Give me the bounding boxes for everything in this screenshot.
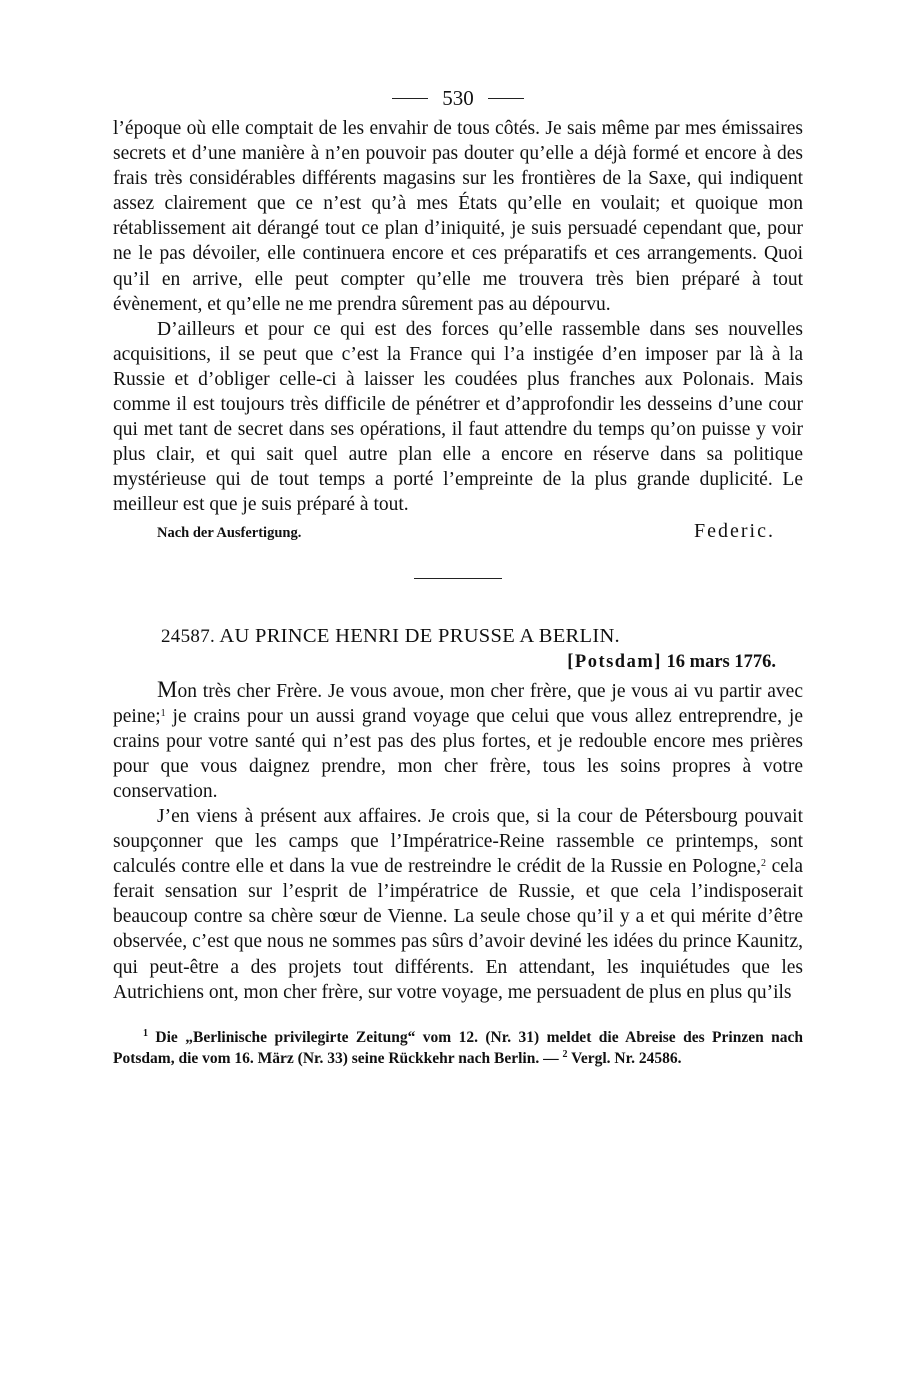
letter-paragraph-1-lead: on très cher Frère. Je vous avoue, mon cher frère, que je vous ai vu partir avec peine; (113, 680, 803, 727)
header-rule-right (488, 98, 524, 99)
letter-paragraph-2 (113, 804, 803, 1005)
header-rule-left (392, 98, 428, 99)
letter-paragraph-1 (113, 677, 803, 804)
letter-place: [Potsdam] (567, 651, 662, 672)
letter-body (113, 677, 803, 1005)
closing-row (113, 520, 803, 543)
section-separator (414, 578, 502, 579)
letter-number: 24587. (161, 625, 216, 647)
footnote-mark-2: 2 (562, 1048, 568, 1060)
signature: Federic. (694, 519, 775, 542)
footnote-reference-2: 2 (761, 858, 766, 870)
previous-letter-continuation (113, 116, 803, 518)
letter-paragraph-1-rest: je crains pour un aussi grand voyage que celui que vous allez entreprendre, je crains pour votre santé qui n’est pas des plus fortes, et je redouble encore mes prières pour que vous daignez prendre, mon cher frère, tous les soins propres à votre conservation. (113, 705, 803, 802)
page-number: 530 (442, 85, 474, 110)
salutation-initial: M (157, 676, 178, 702)
footnote-mark-1: 1 (143, 1027, 148, 1039)
footnotes (113, 1027, 803, 1069)
letter-dateline (113, 652, 803, 673)
source-note: Nach der Ausfertigung. (157, 524, 302, 541)
page-header (113, 80, 803, 116)
letter-paragraph-2-rest: cela ferait sensation sur l’esprit de l’impératrice de Russie, et que cela l’indisposerait beaucoup contre sa chère sœur de Vienne. La seule chose qu’il y a et qui mérite d’être observée, c’est que nous ne sommes pas sûrs d’avoir deviné les idées du prince Kaunitz, qui peut-être a des projets tout différents. En attendant, les inquiétudes que les Autrichiens ont, mon cher frère, sur votre voyage, me persuadent de plus en plus qu’ils (113, 856, 804, 1003)
footnote-text (113, 1027, 803, 1069)
letter-title: AU PRINCE HENRI DE PRUSSE A BERLIN. (219, 624, 620, 647)
letter-heading (113, 625, 803, 648)
footnote-2-text: Vergl. Nr. 24586. (567, 1049, 682, 1067)
footnote-1-text: Die „Berlinische privilegirte Zeitung“ vom 12. (Nr. 31) meldet die Abreise des Prinzen nach Potsdam, die vom 16. März (Nr. 33) seine Rückkehr nach Berlin. — (113, 1028, 803, 1067)
book-page (113, 80, 803, 1069)
letter-paragraph-2-lead: J’en viens à présent aux affaires. Je crois que, si la cour de Pétersbourg pouvait soupçonner que les camps que l’Impératrice-Reine rassemble ce printemps, sont calculés contre elle et dans la vue de restreindre le crédit de la Russie en Pologne, (113, 805, 803, 878)
letter-date: 16 mars 1776. (666, 651, 776, 672)
footnote-reference-1: 1 (160, 707, 166, 719)
continuation-paragraph-1: l’époque où elle comptait de les envahir de tous côtés. Je sais même par mes émissaires secrets et d’une manière à n’en pouvoir pas douter qu’elle a déjà formé et encore à des frais très considérables différents magasins sur les frontières de la Saxe, qui indiquent assez clairement que ce n’est qu’à mes États qu’elle en voulait; et quoique mon rétablissement ait dérangé tout ce plan d’iniquité, je suis persuadé cependant que, pour ne le pas dévoiler, elle continuera encore et ces préparatifs et ces arrangements. Quoi qu’il en arrive, elle peut compter qu’elle me trouvera très bien préparé à tout évènement, et qu’elle ne me prendra sûrement pas au dépourvu. (113, 118, 803, 315)
continuation-paragraph-2: D’ailleurs et pour ce qui est des forces qu’elle rassemble dans ses nouvelles acquisitions, il se peut que c’est la France qui l’a instigée d’en imposer par là à la Russie et d’obliger celle-ci à laisser les coudées plus franches aux Polonais. Mais comme il est toujours très difficile de pénétrer et d’approfondir les desseins d’une cour qui met tant de secret dans ses opérations, il faut attendre du temps qu’on puisse y voir plus clair, et qui sait quel autre plan elle a encore en réserve dans sa politique mystérieuse qui de tout temps a porté l’empreinte de la plus grande duplicité. Le meilleur est que je suis préparé à tout. (113, 318, 803, 516)
